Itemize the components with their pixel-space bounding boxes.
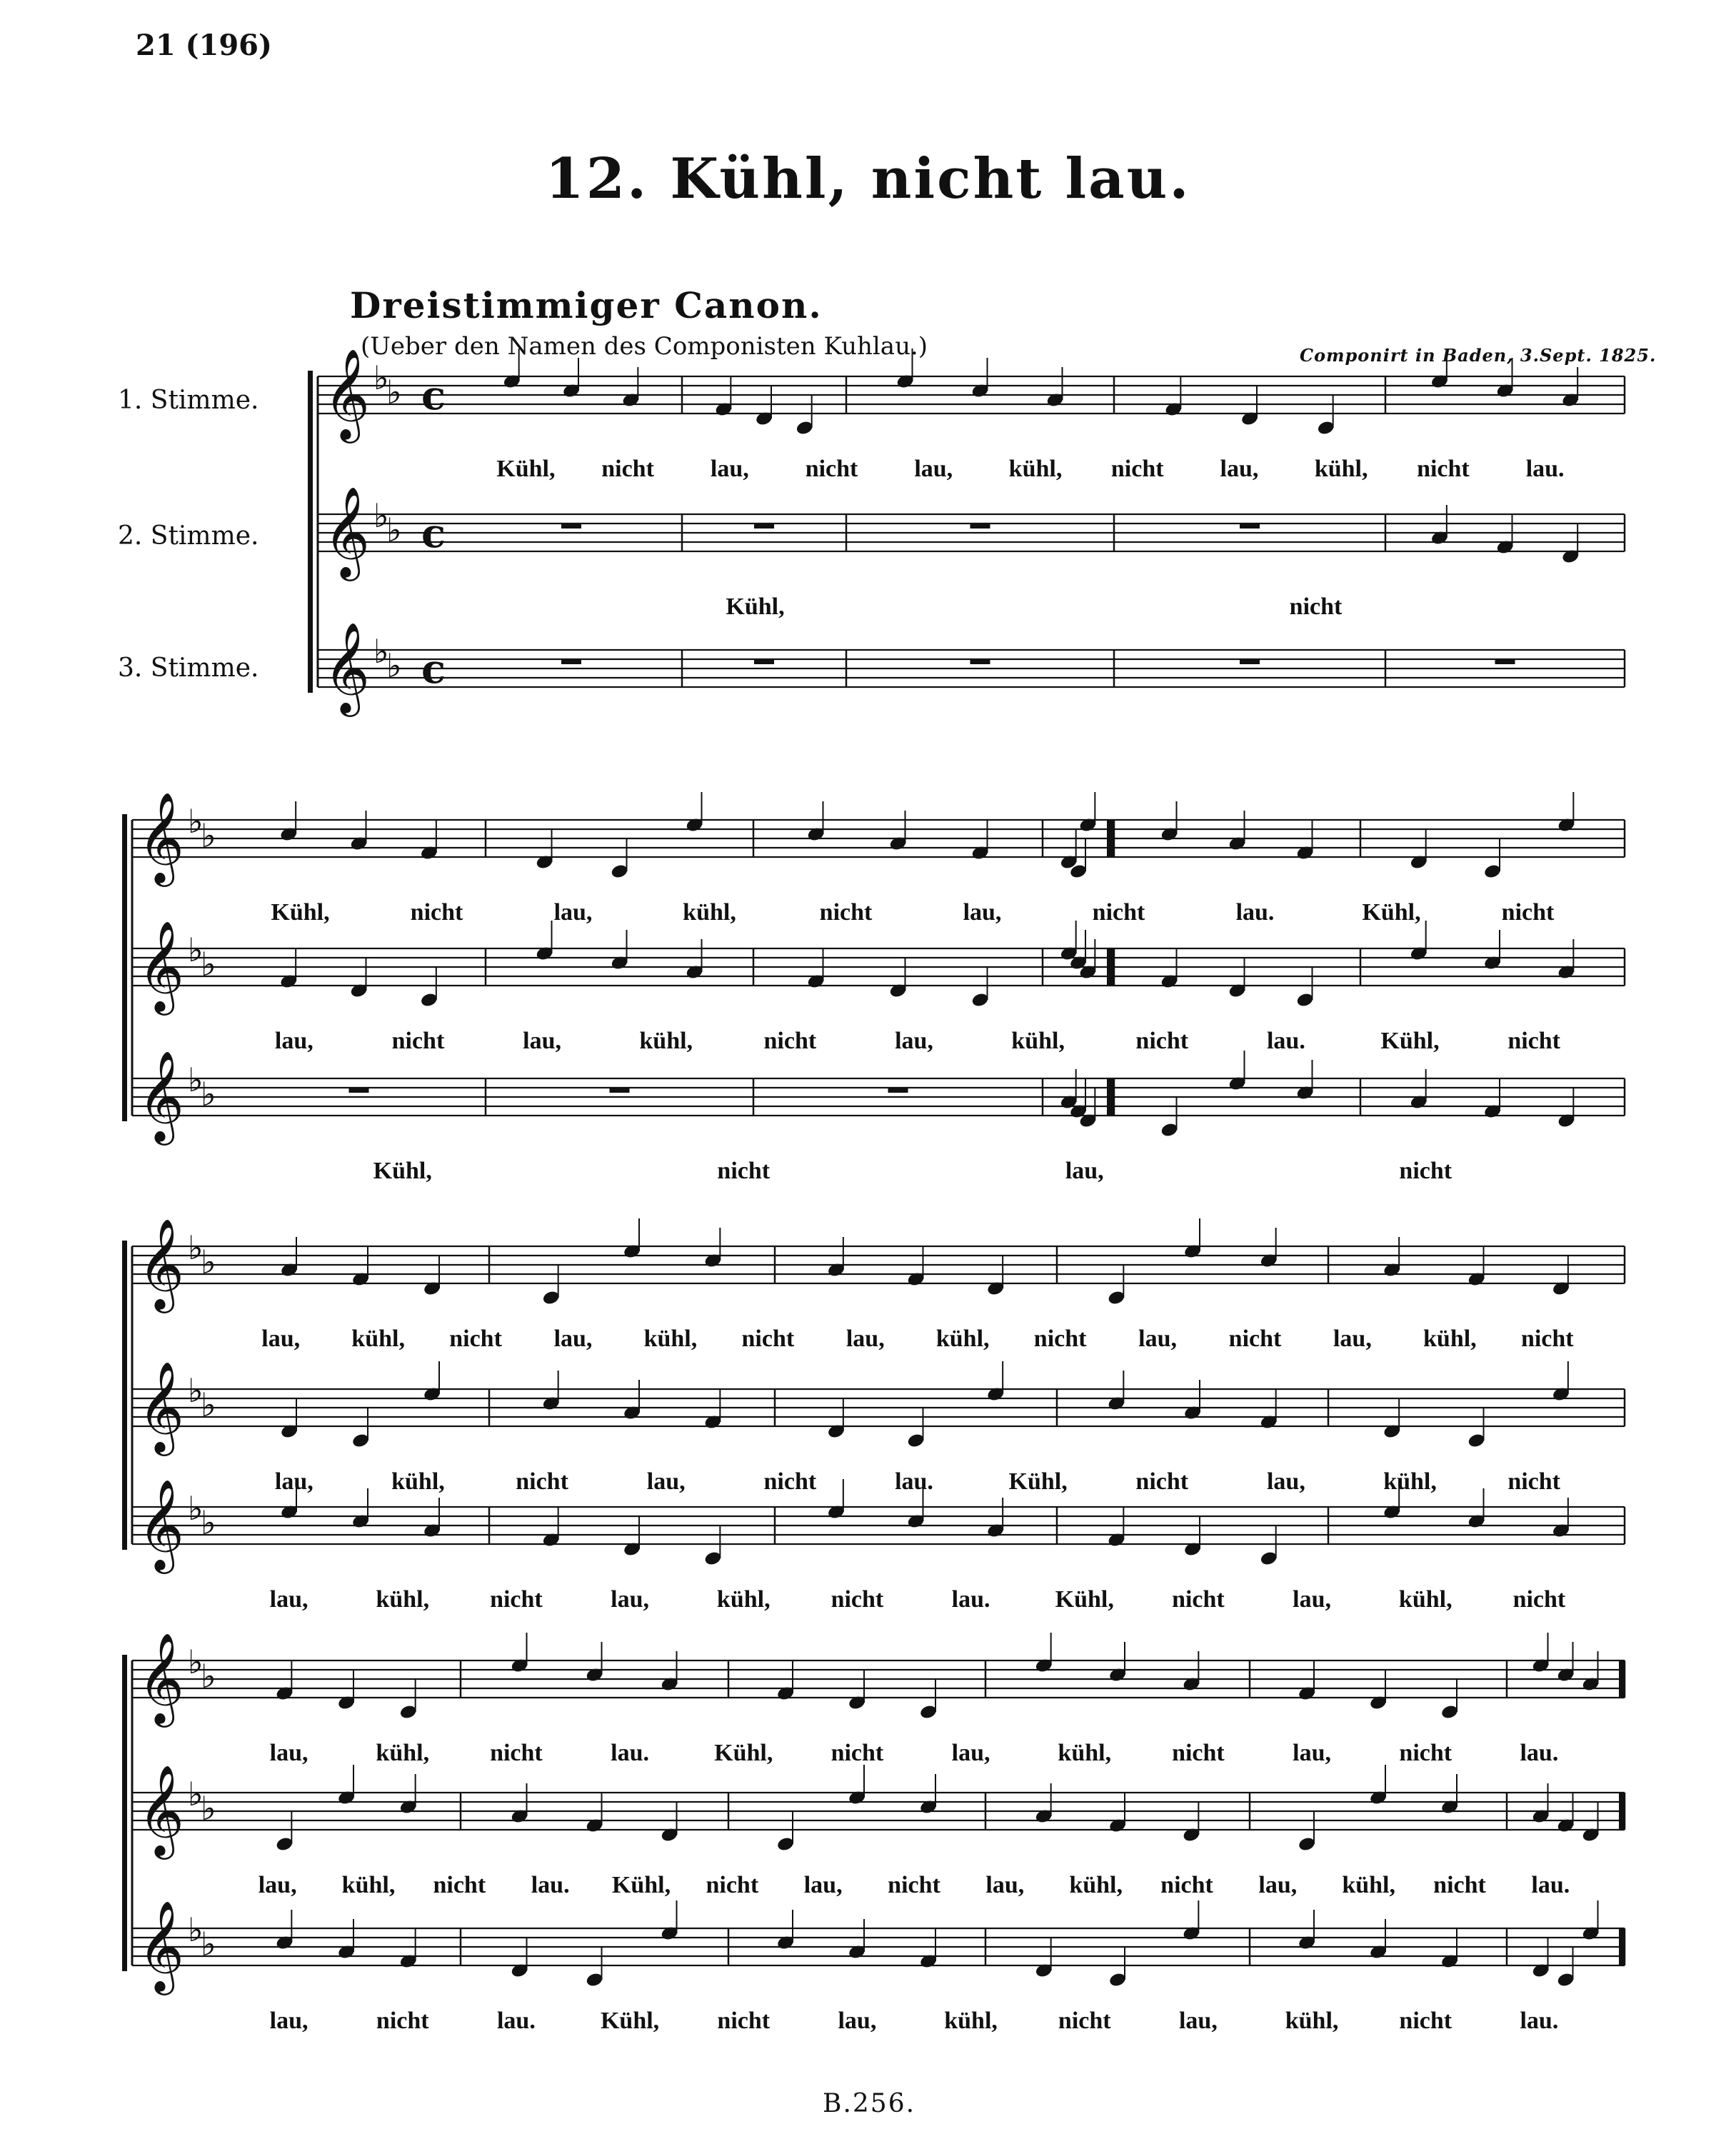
- system-bracket: [122, 1655, 127, 1971]
- lyric-syllable: nicht: [706, 1872, 759, 1898]
- flat-icon: ♭: [201, 1503, 216, 1542]
- lyric-syllable: Kühl,: [611, 1872, 671, 1898]
- lyric-syllable: lau,: [1293, 1740, 1332, 1766]
- lyric-syllable: lau,: [1178, 2008, 1218, 2034]
- treble-clef-icon: 𝄞: [323, 348, 371, 439]
- lyric-syllable: nicht: [1033, 1326, 1087, 1352]
- treble-clef-icon: 𝄞: [138, 1478, 185, 1570]
- catalog-number: B.256.: [823, 2089, 916, 2118]
- lyric-syllable: lau.: [1520, 1740, 1559, 1766]
- treble-clef-icon: 𝄞: [138, 1050, 185, 1141]
- lyric-syllable: lau,: [274, 1028, 313, 1054]
- lyric-syllable: nicht: [1399, 1740, 1452, 1766]
- lyric-syllable: nicht: [376, 2008, 429, 2034]
- lyric-syllable: lau,: [985, 1872, 1025, 1898]
- lyric-syllable: kühl,: [1008, 456, 1063, 482]
- repeat-barline: [1107, 1078, 1113, 1116]
- lyric-syllable: lau,: [1293, 1586, 1332, 1613]
- flat-icon: ♭: [201, 1925, 216, 1963]
- lyric-syllable: nicht: [1172, 1586, 1225, 1613]
- lyric-syllable: kühl,: [643, 1326, 698, 1352]
- whole-rest-icon: [1495, 659, 1515, 664]
- lyric-syllable: kühl,: [1398, 1586, 1452, 1613]
- lyric-syllable: nicht: [1058, 2008, 1111, 2034]
- repeat-barline: [1107, 820, 1113, 857]
- lyric-syllable: nicht: [831, 1740, 884, 1766]
- lyric-syllable: lau,: [261, 1326, 301, 1352]
- flat-icon: ♭: [201, 1243, 216, 1281]
- lyric-syllable: lau,: [1138, 1326, 1178, 1352]
- whole-rest-icon: [1240, 524, 1260, 529]
- common-time-icon: c: [421, 646, 446, 693]
- lyric-syllable: kühl,: [935, 1326, 990, 1352]
- system-bracket: [122, 1241, 127, 1550]
- lyric-syllable: nicht: [490, 1586, 543, 1613]
- lyric-syllable: lau.: [531, 1872, 570, 1898]
- lyric-syllable: nicht: [1092, 899, 1145, 926]
- treble-clef-icon: 𝄞: [138, 791, 185, 883]
- lyric-syllable: lau,: [258, 1872, 297, 1898]
- lyric-syllable: lau,: [846, 1326, 885, 1352]
- lyric-syllable: lau,: [1065, 1158, 1104, 1184]
- treble-clef-icon: 𝄞: [138, 1218, 185, 1309]
- lyric-syllable: lau.: [1235, 899, 1275, 926]
- voice-3-label: 3. Stimme.: [118, 653, 259, 683]
- lyric-syllable: kühl,: [376, 1586, 430, 1613]
- lyric-syllable: nicht: [1507, 1028, 1561, 1054]
- subtitle-note: (Ueber den Namen des Componisten Kuhlau.): [361, 332, 928, 361]
- piece-title: 12. Kühl, nicht lau.: [545, 146, 1191, 211]
- subtitle: Dreistimmiger Canon.: [350, 284, 823, 326]
- flat-icon: ♭: [373, 496, 389, 535]
- lyric-syllable: nicht: [1289, 593, 1343, 620]
- treble-clef-icon: 𝄞: [138, 1632, 185, 1723]
- lyric-syllable: lau,: [914, 456, 953, 482]
- whole-rest-icon: [888, 1088, 908, 1093]
- flat-icon: ♭: [188, 931, 204, 969]
- lyric-syllable: nicht: [717, 1158, 771, 1184]
- flat-icon: ♭: [201, 1386, 216, 1424]
- lyric-syllable: nicht: [1399, 1158, 1452, 1184]
- lyric-syllable: lau,: [269, 1586, 308, 1613]
- lyric-syllable: Kühl,: [600, 2008, 660, 2034]
- lyric-syllable: nicht: [1507, 1468, 1561, 1495]
- treble-clef-icon: 𝄞: [323, 486, 371, 577]
- whole-rest-icon: [754, 659, 774, 664]
- lyric-syllable: kühl,: [1383, 1468, 1437, 1495]
- lyric-syllable: lau.: [951, 1586, 990, 1613]
- lyric-syllable: nicht: [1228, 1326, 1282, 1352]
- treble-clef-icon: 𝄞: [138, 1764, 185, 1855]
- lyric-syllable: kühl,: [341, 1872, 396, 1898]
- lyric-syllable: nicht: [391, 1028, 445, 1054]
- lyric-syllable: lau,: [553, 899, 593, 926]
- common-time-icon: c: [421, 510, 446, 557]
- lyric-syllable: lau,: [553, 1326, 593, 1352]
- flat-icon: ♭: [201, 1657, 216, 1695]
- lyric-syllable: nicht: [433, 1872, 486, 1898]
- flat-icon: ♭: [201, 1075, 216, 1113]
- lyric-syllable: nicht: [717, 2008, 771, 2034]
- treble-clef-icon: 𝄞: [138, 920, 185, 1011]
- lyric-syllable: kühl,: [391, 1468, 445, 1495]
- lyric-syllable: kühl,: [376, 1740, 430, 1766]
- lyric-syllable: lau,: [1333, 1326, 1372, 1352]
- lyric-syllable: nicht: [819, 899, 873, 926]
- lyric-syllable: nicht: [1512, 1586, 1566, 1613]
- lyric-syllable: lau.: [611, 1740, 650, 1766]
- flat-icon: ♭: [201, 816, 216, 855]
- lyric-syllable: lau,: [838, 2008, 877, 2034]
- lyric-syllable: nicht: [1135, 1028, 1189, 1054]
- treble-clef-icon: 𝄞: [138, 1361, 185, 1452]
- lyric-syllable: lau,: [1258, 1872, 1298, 1898]
- lyric-syllable: nicht: [1417, 456, 1470, 482]
- lyric-syllable: lau.: [1266, 1028, 1305, 1054]
- lyric-syllable: nicht: [449, 1326, 502, 1352]
- lyric-syllable: nicht: [1172, 1740, 1225, 1766]
- flat-icon: ♭: [188, 1489, 204, 1528]
- voice-1-label: 1. Stimme.: [118, 386, 259, 415]
- lyric-syllable: kühl,: [1058, 1740, 1112, 1766]
- lyric-syllable: Kühl,: [714, 1740, 773, 1766]
- lyric-syllable: Kühl,: [1008, 1468, 1068, 1495]
- lyric-syllable: Kühl,: [373, 1158, 432, 1184]
- lyric-syllable: lau,: [1266, 1468, 1305, 1495]
- lyric-syllable: Kühl,: [496, 456, 556, 482]
- lyric-syllable: kühl,: [1342, 1872, 1396, 1898]
- lyric-syllable: lau.: [1525, 456, 1565, 482]
- repeat-barline: [1107, 948, 1113, 986]
- lyric-syllable: kühl,: [1314, 456, 1368, 482]
- flat-icon: ♭: [201, 1789, 216, 1828]
- lyric-syllable: nicht: [1501, 899, 1555, 926]
- lyric-syllable: lau,: [611, 1586, 650, 1613]
- lyric-syllable: lau.: [1520, 2008, 1559, 2034]
- lyric-syllable: lau,: [710, 456, 749, 482]
- system-bracket: [122, 814, 127, 1121]
- system-bracket: [308, 371, 313, 693]
- lyric-syllable: nicht: [763, 1468, 817, 1495]
- flat-icon: ♭: [373, 359, 389, 397]
- lyric-syllable: Kühl,: [1055, 1586, 1114, 1613]
- lyric-syllable: nicht: [1135, 1468, 1189, 1495]
- lyric-syllable: lau,: [963, 899, 1002, 926]
- lyric-syllable: lau,: [895, 1028, 933, 1054]
- whole-rest-icon: [970, 659, 990, 664]
- composition-note: Componirt in Baden, 3.Sept. 1825.: [1300, 345, 1657, 366]
- flat-icon: ♭: [188, 1371, 204, 1410]
- lyric-syllable: kühl,: [1423, 1326, 1477, 1352]
- common-time-icon: c: [421, 372, 446, 419]
- lyric-syllable: kühl,: [944, 2008, 998, 2034]
- whole-rest-icon: [754, 524, 774, 529]
- lyric-syllable: Kühl,: [271, 899, 330, 926]
- flat-icon: ♭: [386, 646, 402, 685]
- voice-2-label: 2. Stimme.: [118, 521, 259, 551]
- lyric-syllable: kühl,: [351, 1326, 405, 1352]
- lyric-syllable: nicht: [490, 1740, 543, 1766]
- lyric-syllable: nicht: [1433, 1872, 1486, 1898]
- lyric-syllable: lau,: [1220, 456, 1259, 482]
- whole-rest-icon: [610, 1088, 630, 1093]
- treble-clef-icon: 𝄞: [323, 621, 371, 713]
- whole-rest-icon: [561, 659, 581, 664]
- flat-icon: ♭: [188, 1775, 204, 1813]
- lyric-syllable: kühl,: [716, 1586, 771, 1613]
- flat-icon: ♭: [386, 373, 402, 411]
- lyric-syllable: nicht: [831, 1586, 884, 1613]
- final-barline: [1619, 1928, 1625, 1965]
- whole-rest-icon: [349, 1088, 369, 1093]
- lyric-syllable: lau.: [1531, 1872, 1570, 1898]
- lyric-syllable: lau,: [269, 2008, 308, 2034]
- lyric-syllable: nicht: [763, 1028, 817, 1054]
- lyric-syllable: nicht: [410, 899, 463, 926]
- lyric-syllable: kühl,: [1069, 1872, 1123, 1898]
- lyric-syllable: nicht: [741, 1326, 795, 1352]
- lyric-syllable: nicht: [1110, 456, 1164, 482]
- lyric-syllable: nicht: [805, 456, 858, 482]
- whole-rest-icon: [970, 524, 990, 529]
- lyric-syllable: nicht: [1520, 1326, 1574, 1352]
- lyric-syllable: Kühl,: [1380, 1028, 1440, 1054]
- lyric-syllable: lau,: [274, 1468, 313, 1495]
- lyric-syllable: lau.: [496, 2008, 536, 2034]
- flat-icon: ♭: [188, 1061, 204, 1099]
- lyric-syllable: nicht: [888, 1872, 940, 1898]
- lyric-syllable: nicht: [601, 456, 654, 482]
- lyric-syllable: lau,: [523, 1028, 562, 1054]
- lyric-syllable: Kühl,: [726, 593, 785, 620]
- lyric-syllable: lau,: [951, 1740, 990, 1766]
- flat-icon: ♭: [188, 802, 204, 841]
- flat-icon: ♭: [373, 632, 389, 671]
- final-barline: [1619, 1793, 1625, 1830]
- lyric-syllable: lau,: [803, 1872, 843, 1898]
- whole-rest-icon: [561, 524, 581, 529]
- lyric-syllable: kühl,: [1011, 1028, 1065, 1054]
- lyric-syllable: lau.: [895, 1468, 933, 1495]
- lyric-syllable: Kühl,: [1362, 899, 1421, 926]
- final-barline: [1619, 1660, 1625, 1698]
- lyric-syllable: nicht: [516, 1468, 568, 1495]
- lyric-syllable: kühl,: [639, 1028, 693, 1054]
- flat-icon: ♭: [188, 1228, 204, 1267]
- flat-icon: ♭: [201, 945, 216, 983]
- page-number: 21 (196): [136, 29, 272, 62]
- lyric-syllable: kühl,: [683, 899, 736, 926]
- treble-clef-icon: 𝄞: [138, 1900, 185, 1991]
- whole-rest-icon: [1240, 659, 1260, 664]
- lyric-syllable: nicht: [1399, 2008, 1452, 2034]
- lyric-syllable: nicht: [1160, 1872, 1213, 1898]
- lyric-syllable: lau,: [646, 1468, 686, 1495]
- lyric-syllable: lau,: [269, 1740, 308, 1766]
- flat-icon: ♭: [188, 1910, 204, 1949]
- flat-icon: ♭: [386, 511, 402, 549]
- flat-icon: ♭: [188, 1643, 204, 1681]
- lyric-syllable: kühl,: [1285, 2008, 1339, 2034]
